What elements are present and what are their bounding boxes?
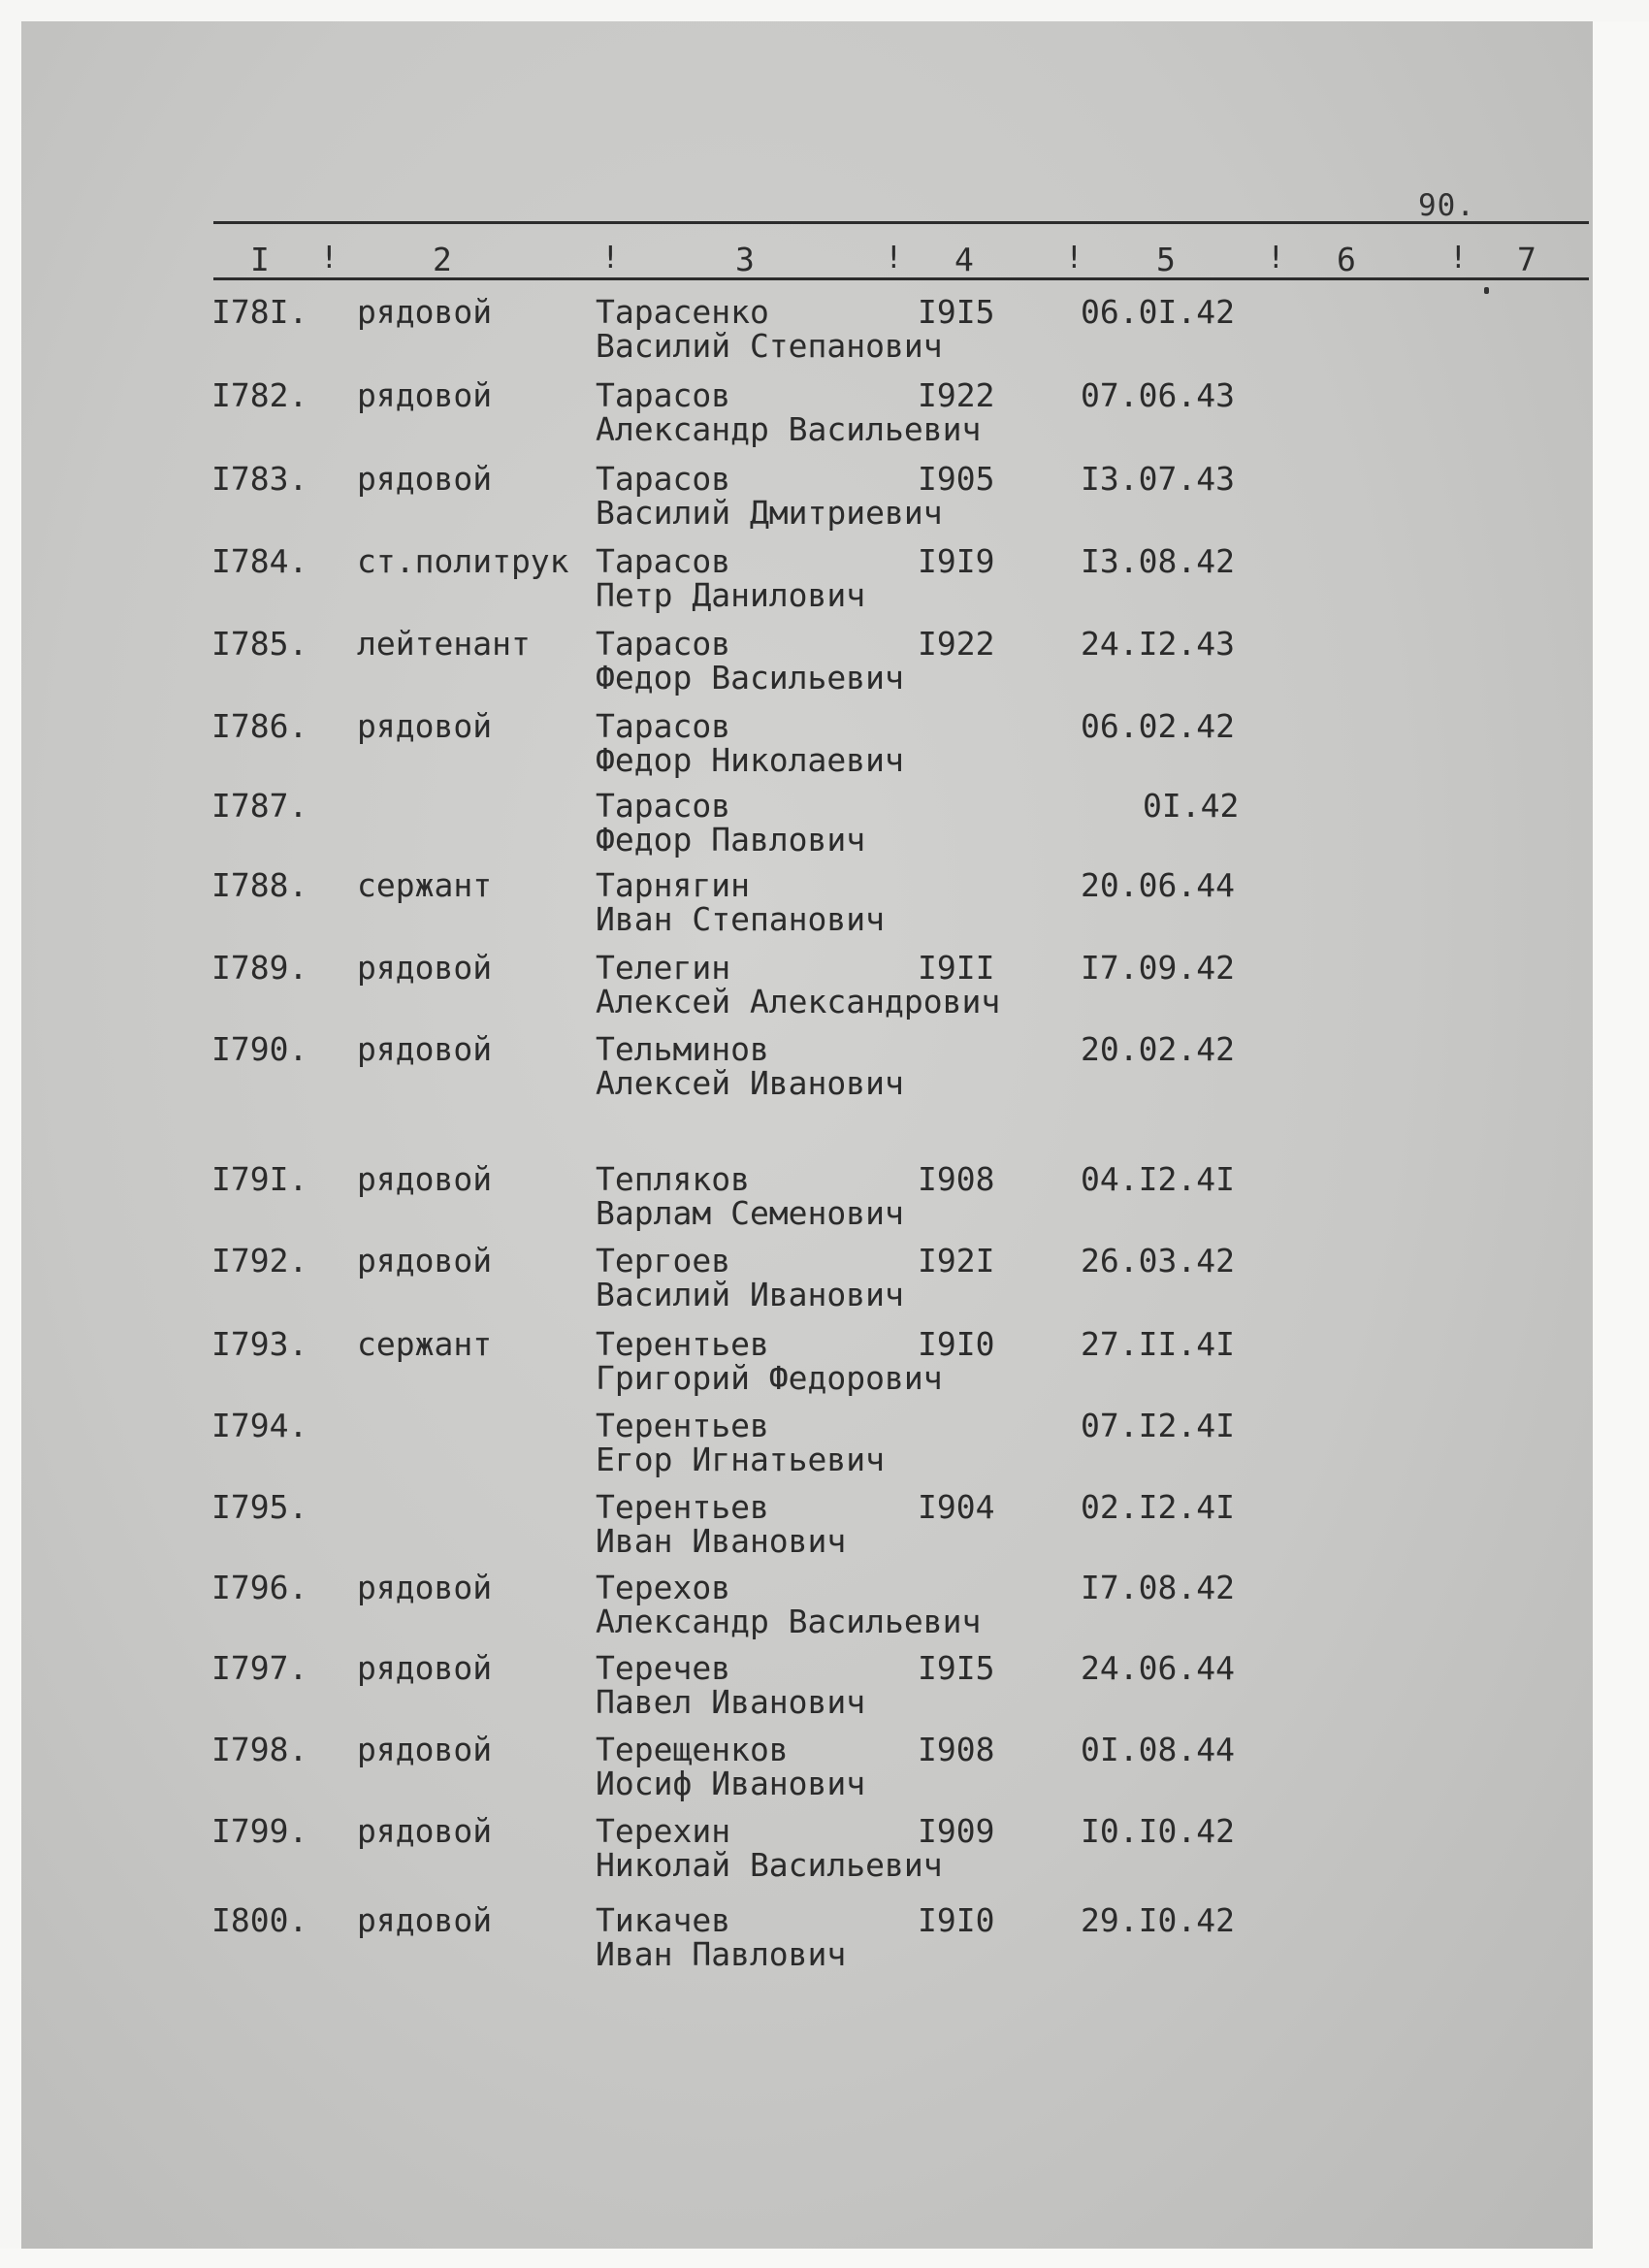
record-surname: Тарнягин (596, 866, 750, 904)
record-surname: Терехов (596, 1569, 731, 1606)
record-rank: рядовой (357, 949, 493, 987)
record-given-names: Василий Степанович (596, 327, 943, 365)
record-date: 0I.08.44 (1081, 1731, 1235, 1768)
record-given-names: Александр Васильевич (596, 410, 982, 448)
record-number: I789. (211, 949, 308, 987)
record-number: I796. (211, 1569, 308, 1606)
record-date: 20.06.44 (1081, 866, 1235, 904)
record-date: 26.03.42 (1081, 1242, 1235, 1280)
record-rank: рядовой (357, 460, 493, 498)
header-separator: ! (1065, 241, 1083, 275)
record-number: I782. (211, 376, 308, 414)
table-row (0, 1490, 1591, 1568)
record-surname: Терехин (596, 1812, 731, 1850)
table-row (0, 378, 1591, 456)
header-col-4: 4 (954, 241, 974, 278)
table-row (0, 462, 1591, 539)
record-surname: Терещенков (596, 1731, 789, 1768)
header-col-7: 7 (1517, 241, 1536, 278)
record-number: I788. (211, 866, 308, 904)
record-rank: рядовой (357, 1242, 493, 1280)
record-date: I7.09.42 (1081, 949, 1235, 987)
record-given-names: Григорий Федорович (596, 1359, 943, 1397)
ink-speck (1484, 287, 1489, 294)
record-given-names: Иван Павлович (596, 1935, 847, 1973)
record-number: I784. (211, 542, 308, 580)
header-separator: ! (1267, 241, 1285, 275)
record-given-names: Алексей Иванович (596, 1064, 904, 1102)
record-surname: Терентьев (596, 1488, 769, 1526)
table-row (0, 627, 1591, 704)
record-rank: сержант (357, 1325, 493, 1363)
record-birth-year: I909 (918, 1812, 995, 1850)
record-number: I787. (211, 787, 308, 825)
header-col-5: 5 (1156, 241, 1176, 278)
record-given-names: Егор Игнатьевич (596, 1441, 886, 1478)
record-given-names: Алексей Александрович (596, 983, 1001, 1021)
table-row (0, 295, 1591, 373)
record-rank: ст.политрук (357, 542, 569, 580)
table-row (0, 1327, 1591, 1405)
record-surname: Тикачев (596, 1901, 731, 1939)
record-number: I785. (211, 625, 308, 663)
header-rule-top (213, 221, 1589, 224)
record-date: 24.I2.43 (1081, 625, 1235, 663)
header-col-3: 3 (735, 241, 755, 278)
record-rank: рядовой (357, 1901, 493, 1939)
record-rank: рядовой (357, 707, 493, 745)
page-number: 90. (1418, 188, 1475, 223)
record-surname: Тарасов (596, 460, 731, 498)
record-birth-year: I904 (918, 1488, 995, 1526)
record-given-names: Василий Иванович (596, 1276, 904, 1313)
record-date: 02.I2.4I (1081, 1488, 1235, 1526)
record-given-names: Иосиф Иванович (596, 1765, 866, 1802)
record-date: 07.I2.4I (1081, 1407, 1235, 1444)
scan-margin-bottom (0, 2249, 1649, 2268)
record-rank: рядовой (357, 1649, 493, 1687)
record-birth-year: I922 (918, 376, 995, 414)
record-date: 07.06.43 (1081, 376, 1235, 414)
record-rank: рядовой (357, 1160, 493, 1198)
record-date: I7.08.42 (1081, 1569, 1235, 1606)
table-row (0, 1032, 1591, 1110)
header-col-1: I (250, 241, 270, 278)
table-row (0, 789, 1591, 866)
record-given-names: Варлам Семенович (596, 1194, 904, 1232)
record-surname: Телегин (596, 949, 731, 987)
scan-margin-right (1593, 21, 1649, 2268)
table-row (0, 951, 1591, 1028)
record-number: I786. (211, 707, 308, 745)
record-given-names: Федор Васильевич (596, 659, 904, 697)
record-date: 0I.42 (1143, 787, 1240, 825)
table-row (0, 1571, 1591, 1648)
record-date: 24.06.44 (1081, 1649, 1235, 1687)
table-row (0, 1244, 1591, 1321)
header-col-2: 2 (433, 241, 452, 278)
header-col-6: 6 (1337, 241, 1356, 278)
table-row (0, 1409, 1591, 1486)
record-date: 04.I2.4I (1081, 1160, 1235, 1198)
record-date: 29.I0.42 (1081, 1901, 1235, 1939)
record-surname: Тарасенко (596, 293, 769, 331)
record-surname: Тарасов (596, 707, 731, 745)
record-number: I799. (211, 1812, 308, 1850)
record-date: 27.II.4I (1081, 1325, 1235, 1363)
record-given-names: Александр Васильевич (596, 1603, 982, 1640)
table-row (0, 544, 1591, 622)
record-date: 06.0I.42 (1081, 293, 1235, 331)
record-surname: Тарасов (596, 376, 731, 414)
record-number: I793. (211, 1325, 308, 1363)
table-row (0, 1903, 1591, 1981)
record-birth-year: I9I9 (918, 542, 995, 580)
record-birth-year: I9II (918, 949, 995, 987)
record-birth-year: I9I5 (918, 1649, 995, 1687)
record-rank: рядовой (357, 1569, 493, 1606)
record-date: 06.02.42 (1081, 707, 1235, 745)
table-row (0, 709, 1591, 787)
record-given-names: Павел Иванович (596, 1683, 866, 1721)
record-surname: Тергоев (596, 1242, 731, 1280)
record-number: I792. (211, 1242, 308, 1280)
record-number: I79I. (211, 1160, 308, 1198)
record-date: 20.02.42 (1081, 1030, 1235, 1068)
record-date: I0.I0.42 (1081, 1812, 1235, 1850)
table-row (0, 1651, 1591, 1729)
header-separator: ! (601, 241, 620, 275)
record-given-names: Петр Данилович (596, 576, 866, 614)
record-number: I800. (211, 1901, 308, 1939)
table-row (0, 1162, 1591, 1240)
table-row (0, 1814, 1591, 1892)
header-separator: ! (885, 241, 903, 275)
record-birth-year: I9I5 (918, 293, 995, 331)
record-number: I78I. (211, 293, 308, 331)
record-birth-year: I908 (918, 1731, 995, 1768)
record-birth-year: I922 (918, 625, 995, 663)
record-number: I798. (211, 1731, 308, 1768)
record-birth-year: I905 (918, 460, 995, 498)
record-date: I3.08.42 (1081, 542, 1235, 580)
record-number: I797. (211, 1649, 308, 1687)
record-rank: сержант (357, 866, 493, 904)
record-surname: Терентьев (596, 1325, 769, 1363)
record-given-names: Василий Дмитриевич (596, 494, 943, 532)
record-birth-year: I9I0 (918, 1901, 995, 1939)
record-rank: рядовой (357, 376, 493, 414)
table-row (0, 868, 1591, 946)
record-given-names: Иван Степанович (596, 900, 886, 938)
record-number: I794. (211, 1407, 308, 1444)
record-given-names: Федор Николаевич (596, 741, 904, 779)
record-number: I795. (211, 1488, 308, 1526)
record-number: I783. (211, 460, 308, 498)
record-surname: Терентьев (596, 1407, 769, 1444)
header-separator: ! (320, 241, 339, 275)
record-surname: Тельминов (596, 1030, 769, 1068)
record-surname: Теречев (596, 1649, 731, 1687)
record-rank: рядовой (357, 1812, 493, 1850)
record-birth-year: I908 (918, 1160, 995, 1198)
record-given-names: Федор Павлович (596, 821, 866, 859)
record-rank: лейтенант (357, 625, 531, 663)
header-separator: ! (1449, 241, 1468, 275)
table-row (0, 1733, 1591, 1810)
record-rank: рядовой (357, 1030, 493, 1068)
record-number: I790. (211, 1030, 308, 1068)
record-given-names: Николай Васильевич (596, 1846, 943, 1884)
record-surname: Тепляков (596, 1160, 750, 1198)
header-rule-bottom (213, 277, 1589, 280)
record-rank: рядовой (357, 293, 493, 331)
record-surname: Тарасов (596, 787, 731, 825)
record-rank: рядовой (357, 1731, 493, 1768)
record-birth-year: I92I (918, 1242, 995, 1280)
record-surname: Тарасов (596, 625, 731, 663)
record-given-names: Иван Иванович (596, 1522, 847, 1560)
record-birth-year: I9I0 (918, 1325, 995, 1363)
record-surname: Тарасов (596, 542, 731, 580)
record-date: I3.07.43 (1081, 460, 1235, 498)
